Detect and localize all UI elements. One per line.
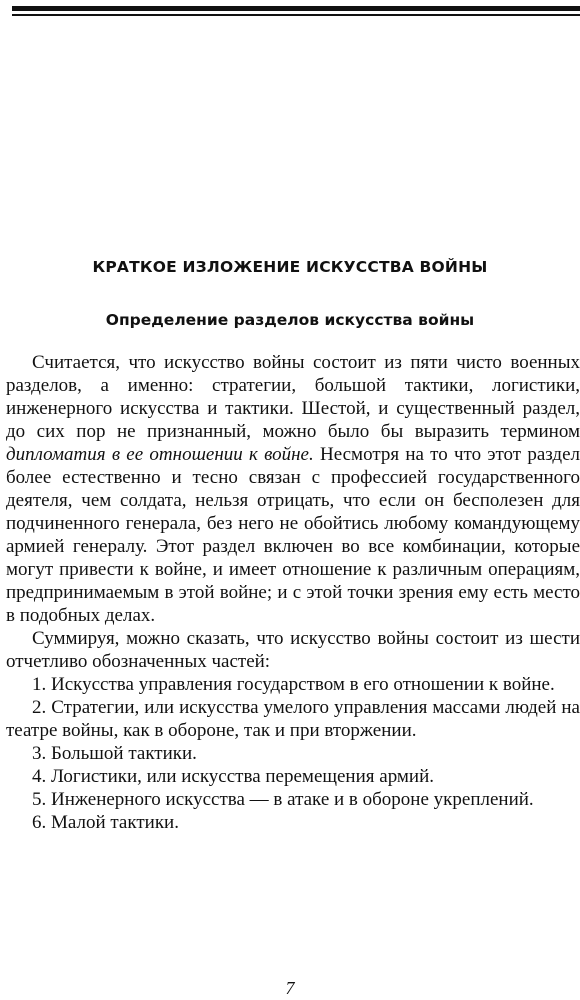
paragraph-1-text-start: Считается, что искусство войны состоит из пяти чисто военных разделов, а именно: стратегии, большой тактики, логистики, инженерного искусства и тактики. Шестой, и существенный раздел, до сих пор не признанный, можно было бы выразить термином <box>6 352 580 442</box>
list-item-1: 1. Искусства управления государством в его отношении к войне. <box>32 674 555 695</box>
chapter-title: КРАТКОЕ ИЗЛОЖЕНИЕ ИСКУССТВА ВОЙНЫ <box>92 258 488 276</box>
page-number: 7 <box>285 978 295 998</box>
header-rule-thick <box>12 6 580 11</box>
list-item-2: 2. Стратегии, или искусства умелого управления массами людей на театре войны, как в обороне, так и при вторжении. <box>6 697 580 741</box>
section-title: Определение разделов искусства войны <box>105 311 475 329</box>
paragraph-2: Суммируя, можно сказать, что искусство войны состоит из шести отчетливо обозначенных частей: <box>6 628 580 672</box>
list-item-3: 3. Большой тактики. <box>32 743 197 764</box>
paragraph-1-text-end: Несмотря на то что этот раздел более естественно и тесно связан с профессией государственного деятеля, чем солдата, нельзя отрицать, что если он бесполезен для подчиненного генерала, без него не обойтись любому командующему армией генералу. Этот раздел включен во все комбинации, которые могут привести к войне, и имеет отношение к различным операциям, предпринимаемым в этой войне; и с этой точки зрения ему есть место в подобных делах. <box>6 444 580 626</box>
paragraph-1-italic-term: дипломатия в ее отношении к войне. <box>6 444 314 465</box>
body-text <box>6 351 580 834</box>
list-item-5: 5. Инженерного искусства — в атаке и в обороне укреплений. <box>32 789 534 810</box>
list-item-6: 6. Малой тактики. <box>32 812 179 833</box>
header-rule-thin <box>12 14 580 16</box>
list-item-4: 4. Логистики, или искусства перемещения армий. <box>32 766 435 787</box>
paragraph-1 <box>6 351 580 627</box>
